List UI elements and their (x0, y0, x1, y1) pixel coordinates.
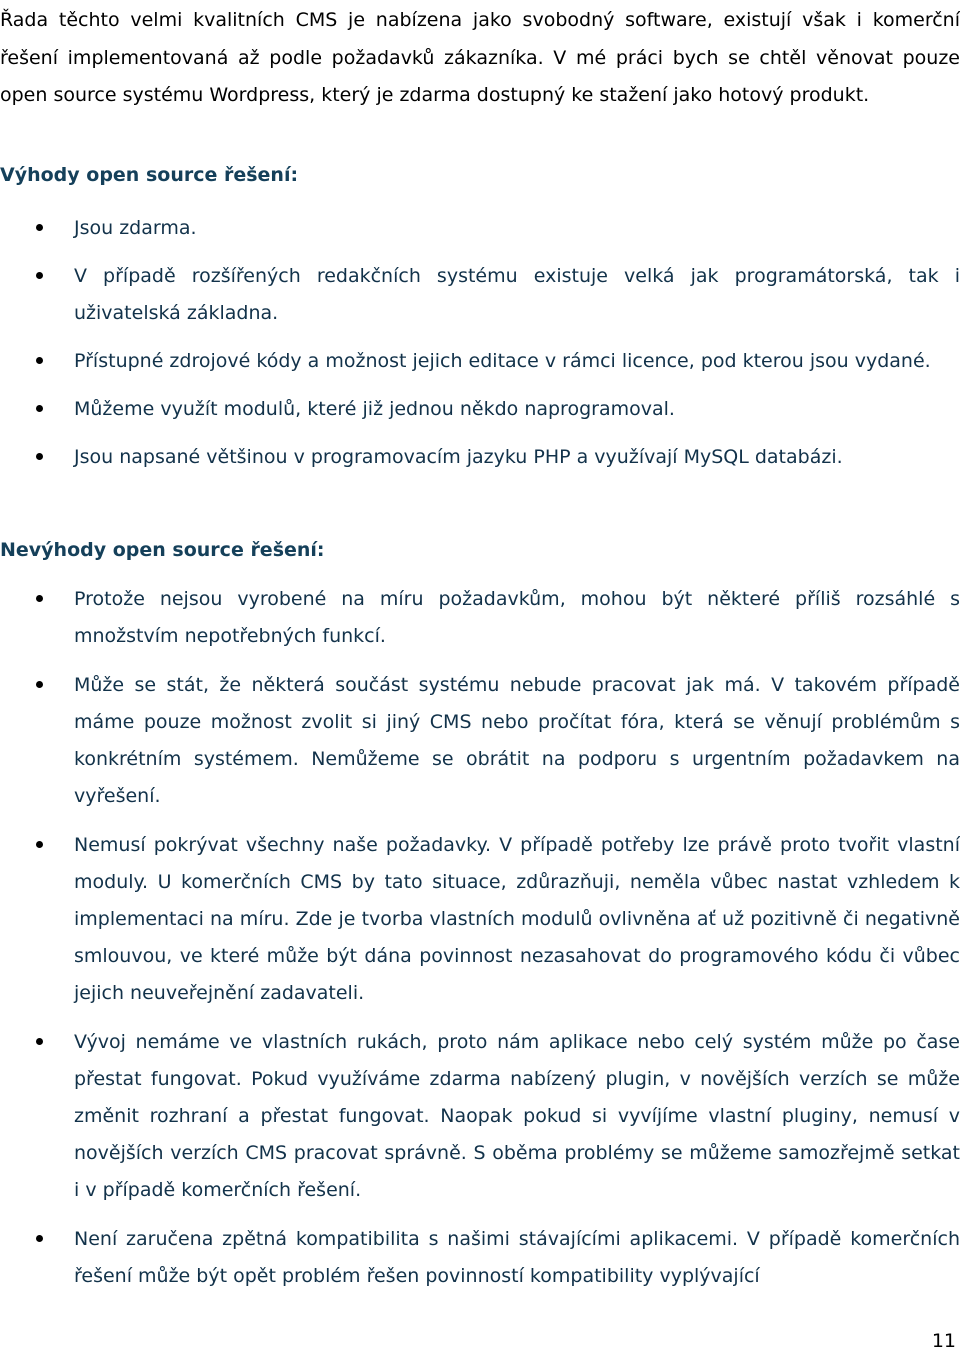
advantages-heading: Výhody open source řešení: (0, 164, 299, 186)
list-item-text: Jsou zdarma. (74, 217, 197, 239)
bullet-icon (36, 595, 43, 602)
list-item-text: V případě rozšířených redakčních systému existuje velká jak programátorská, tak i uživatelská základna. (74, 265, 960, 324)
list-item-text: Jsou napsané většinou v programovacím jazyku PHP a využívají MySQL databázi. (74, 446, 843, 468)
list-item-text: Nemusí pokrývat všechny naše požadavky. V případě potřeby lze právě proto tvořit vlastní moduly. U komerčních CMS by tato situace, zdůrazňuji, neměla vůbec nastat vzhledem k implementaci na míru. Zde je tvorba vlastních modulů ovlivněna ať už pozitivně či negativně smlouvou, ve které může být dána povinnost nezasahovat do programového kódu či vůbec jejich neuveřejnění zadavateli. (74, 834, 960, 1004)
list-item (0, 827, 960, 1012)
list-item-text: Vývoj nemáme ve vlastních rukách, proto nám aplikace nebo celý systém může po čase přestat fungovat. Pokud využíváme zdarma nabízený plugin, v novějších verzích se může změnit rozhraní a přestat fungovat. Naopak pokud si vyvíjíme vlastní pluginy, nemusí v novějších verzích CMS pracovat správně. S oběma problémy se můžeme samozřejmě setkat i v případě komerčních řešení. (74, 1031, 960, 1201)
bullet-icon (36, 1038, 43, 1045)
list-item-text: Není zaručena zpětná kompatibilita s našimi stávajícími aplikacemi. V případě komerčních řešení může být opět problém řešen povinností kompatibility vyplývající (74, 1228, 960, 1287)
list-item (0, 391, 960, 428)
list-item (0, 667, 960, 815)
list-item (0, 258, 960, 332)
bullet-icon (36, 453, 43, 460)
list-item-text: Protože nejsou vyrobené na míru požadavkům, mohou být některé příliš rozsáhlé s množstvím nepotřebných funkcí. (74, 588, 960, 647)
list-item (0, 1024, 960, 1209)
list-item (0, 210, 960, 247)
list-item (0, 439, 960, 476)
advantages-list (0, 210, 960, 487)
bullet-icon (36, 1235, 43, 1242)
list-item (0, 581, 960, 655)
list-item-text: Můžeme využít modulů, které již jednou někdo naprogramoval. (74, 398, 675, 420)
list-item (0, 343, 960, 380)
list-item-text: Může se stát, že některá součást systému nebude pracovat jak má. V takovém případě máme pouze možnost zvolit si jiný CMS nebo pročítat fóra, která se věnují problémům s konkrétním systémem. Nemůžeme se obrátit na podporu s urgentním požadavkem na vyřešení. (74, 674, 960, 807)
bullet-icon (36, 272, 43, 279)
bullet-icon (36, 405, 43, 412)
list-item (0, 1221, 960, 1295)
disadvantages-heading: Nevýhody open source řešení: (0, 539, 325, 561)
bullet-icon (36, 841, 43, 848)
bullet-icon (36, 357, 43, 364)
disadvantages-list (0, 581, 960, 1307)
bullet-icon (36, 681, 43, 688)
bullet-icon (36, 224, 43, 231)
page-number: 11 (931, 1330, 956, 1352)
intro-paragraph: Řada těchto velmi kvalitních CMS je nabízena jako svobodný software, existují však i komerční řešení implementovaná až podle požadavků zákazníka. V mé práci bych se chtěl věnovat pouze open source systému Wordpress, který je zdarma dostupný ke stažení jako hotový produkt. (0, 9, 960, 106)
list-item-text: Přístupné zdrojové kódy a možnost jejich editace v rámci licence, pod kterou jsou vydané. (74, 350, 931, 372)
